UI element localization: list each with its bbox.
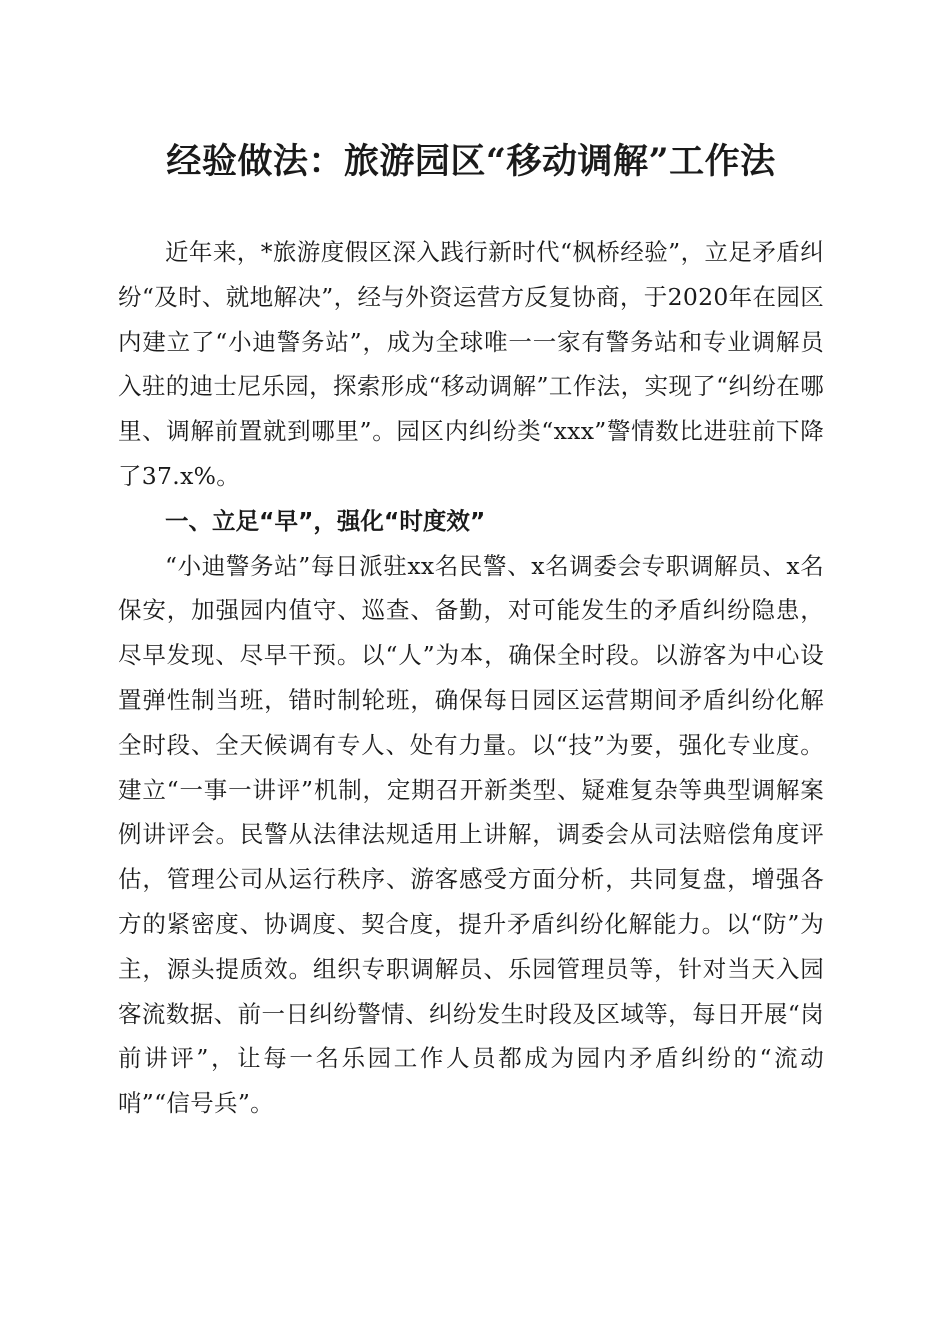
intro-paragraph: 近年来，*旅游度假区深入践行新时代“枫桥经验”，立足矛盾纠纷“及时、就地解决”，经与外资运营方反复协商，于2020年在园区内建立了“小迪警务站”，成为全球唯一一家有警务站和专业调解员入驻的迪士尼乐园，探索形成“移动调解”工作法，实现了“纠纷在哪里、调解前置就到哪里”。园区内纠纷类“xxx”警情数比进驻前下降了37.x%。 (118, 238, 824, 490)
section-heading: 一、立足“早”，强化“时度效” (165, 506, 486, 535)
document-title: 经验做法：旅游园区“移动调解”工作法 (166, 141, 776, 182)
document-body (118, 230, 824, 1126)
section-paragraph: “小迪警务站”每日派驻xx名民警、x名调委会专职调解员、x名保安，加强园内值守、巡查、备勤，对可能发生的矛盾纠纷隐患，尽早发现、尽早干预。以“人”为本，确保全时段。以游客为中心设置弹性制当班，错时制轮班，确保每日园区运营期间矛盾纠纷化解全时段、全天候调有专人、处有力量。以“技”为要，强化专业度。建立“一事一讲评”机制，定期召开新类型、疑难复杂等典型调解案例讲评会。民警从法律法规适用上讲解，调委会从司法赔偿角度评估，管理公司从运行秩序、游客感受方面分析，共同复盘，增强各方的紧密度、协调度、契合度，提升矛盾纠纷化解能力。以“防”为主，源头提质效。组织专职调解员、乐园管理员等，针对当天入园客流数据、前一日纠纷警情、纠纷发生时段及区域等，每日开展“岗前讲评”，让每一名乐园工作人员都成为园内矛盾纠纷的“流动哨”“信号兵”。 (118, 551, 824, 1118)
